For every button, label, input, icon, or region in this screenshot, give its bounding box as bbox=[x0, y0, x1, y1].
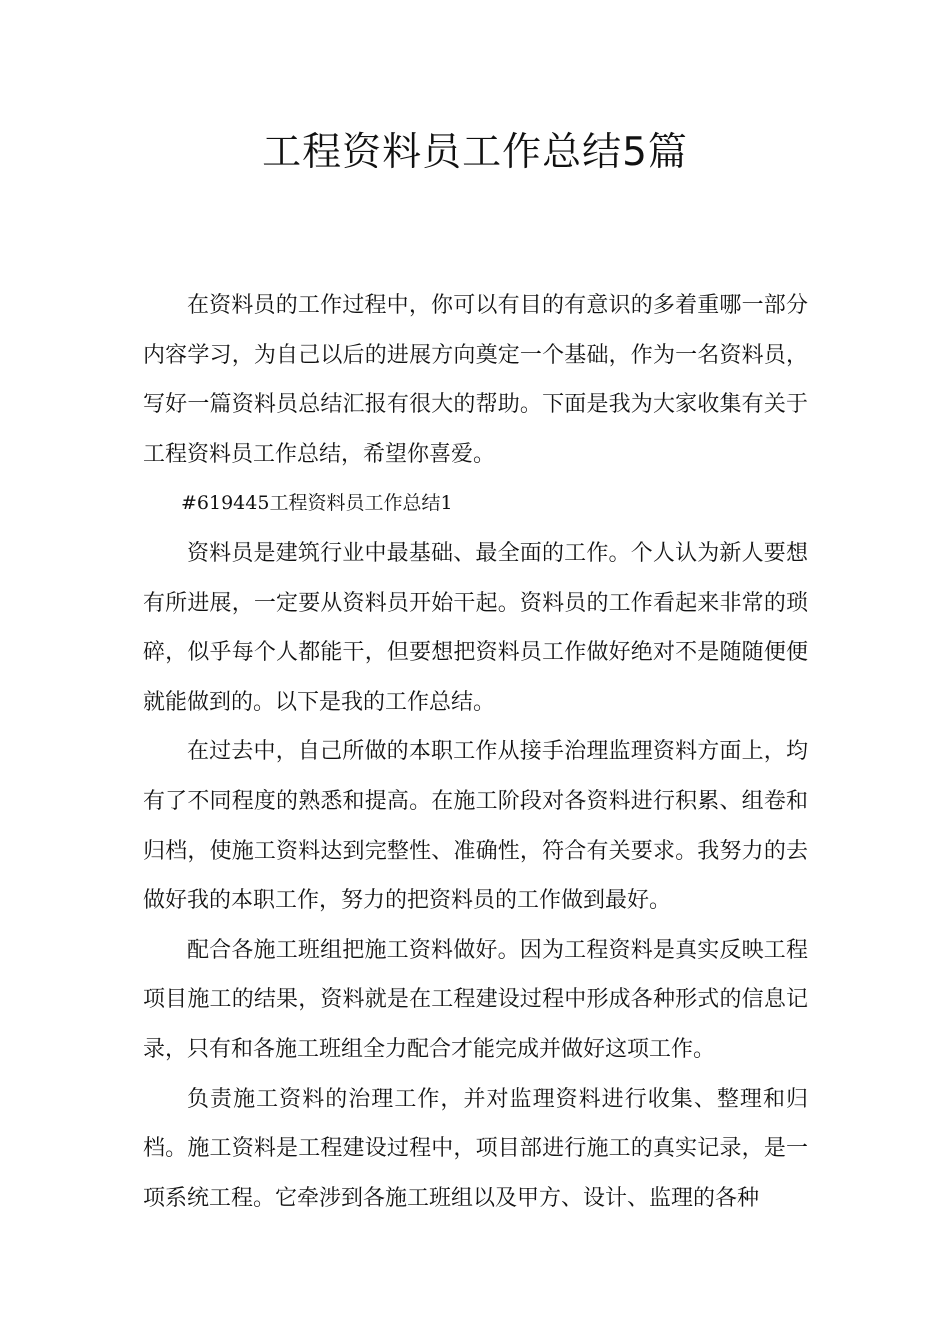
document-body bbox=[143, 281, 808, 1223]
body-paragraph: 负责施工资料的治理工作，并对监理资料进行收集、整理和归档。施工资料是工程建设过程中，项目部进行施工的真实记录，是一项系统工程。它牵涉到各施工班组以及甲方、设计、监理的各种 bbox=[143, 1086, 808, 1211]
section-heading: #619445工程资料员工作总结1 bbox=[181, 492, 453, 515]
intro-paragraph: 在资料员的工作过程中，你可以有目的有意识的多着重哪一部分内容学习，为自己以后的进展方向奠定一个基础，作为一名资料员，写好一篇资料员总结汇报有很大的帮助。下面是我为大家收集有关于工程资料员工作总结，希望你喜爱。 bbox=[143, 293, 808, 467]
document-title: 工程资料员工作总结5篇 bbox=[262, 130, 688, 175]
body-paragraph: 配合各施工班组把施工资料做好。因为工程资料是真实反映工程项目施工的结果，资料就是在工程建设过程中形成各种形式的信息记录，只有和各施工班组全力配合才能完成并做好这项工作。 bbox=[143, 937, 808, 1062]
body-paragraph: 在过去中，自己所做的本职工作从接手治理监理资料方面上，均有了不同程度的熟悉和提高。在施工阶段对各资料进行积累、组卷和归档，使施工资料达到完整性、准确性，符合有关要求。我努力的去做好我的本职工作，努力的把资料员的工作做到最好。 bbox=[143, 739, 808, 914]
body-paragraph: 资料员是建筑行业中最基础、最全面的工作。个人认为新人要想有所进展，一定要从资料员开始干起。资料员的工作看起来非常的琐碎，似乎每个人都能干，但要想把资料员工作做好绝对不是随随便便就能做到的。以下是我的工作总结。 bbox=[143, 540, 808, 715]
